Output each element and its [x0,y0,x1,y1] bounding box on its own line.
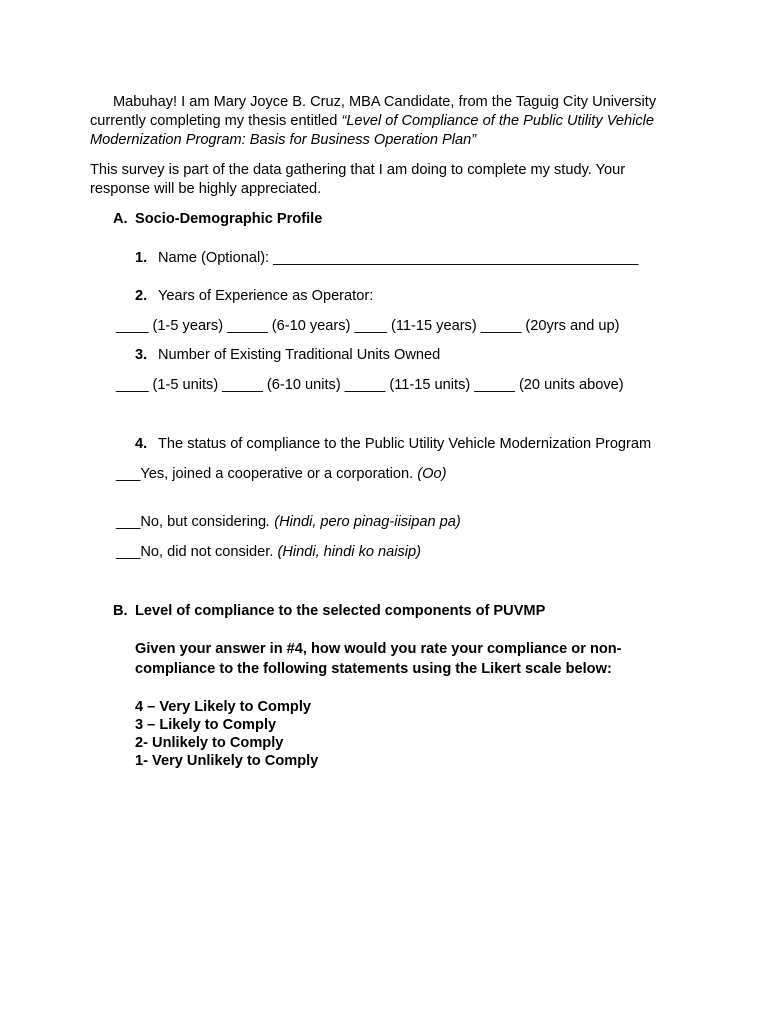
question-4 [135,435,651,454]
experience-options: ____ (1-5 years) _____ (6-10 years) ____ (11-15 years) _____ (20yrs and up) [116,318,620,334]
option-considering-translation: . (Hindi, pero pinag-iisipan pa) [266,514,461,530]
likert-scale-3: 3 – Likely to Comply [135,717,277,733]
section-a-title: Socio-Demographic Profile [135,211,323,227]
option-considering-text: ___No, but considering [116,514,267,530]
question-2-text: Years of Experience as Operator: [158,288,374,304]
section-b-heading [113,602,545,621]
question-2-number: 2. [135,288,148,304]
intro-line-1: Mabuhay! I am Mary Joyce B. Cruz, MBA Candidate, from the Taguig City University [113,94,657,110]
likert-scale-1: 1- Very Unlikely to Comply [135,753,319,769]
likert-instruction-line-1: Given your answer in #4, how would you rate your compliance or non- [135,641,622,657]
thesis-title-part-1: “Level of Compliance of the Public Utility Vehicle [341,113,655,129]
question-1-number: 1. [135,250,148,266]
section-a-letter: A. [113,211,128,227]
section-a-heading [113,210,322,229]
likert-scale-4: 4 – Very Likely to Comply [135,699,312,715]
question-4-text: The status of compliance to the Public Utility Vehicle Modernization Program [158,436,652,452]
section-b-title: Level of compliance to the selected components of PUVMP [135,603,546,619]
option-yes-translation: (Oo) [417,466,447,482]
question-3-text: Number of Existing Traditional Units Owned [158,347,441,363]
likert-instruction-line-2: compliance to the following statements using the Likert scale below: [135,661,612,677]
intro-line-2-text: currently completing my thesis entitled [90,113,342,129]
question-4-number: 4. [135,436,148,452]
option-not-consider-translation: (Hindi, hindi ko naisip) [277,544,422,560]
option-not-consider-text: ___No, did not consider. [116,544,278,560]
question-1 [135,249,638,268]
thesis-title-part-2: Modernization Program: Basis for Business Operation Plan” [90,132,477,148]
question-2 [135,287,373,306]
option-yes-text: ___Yes, joined a cooperative or a corporation. [116,466,418,482]
likert-scale-2: 2- Unlikely to Comply [135,735,284,751]
section-b-letter: B. [113,603,128,619]
compliance-option-considering [116,513,461,532]
compliance-option-not-consider [116,543,421,562]
units-options: ____ (1-5 units) _____ (6-10 units) _____ (11-15 units) _____ (20 units above) [116,377,624,393]
survey-note-line-2: response will be highly appreciated. [90,181,322,197]
compliance-option-yes [116,465,446,484]
survey-note-line-1: This survey is part of the data gathering that I am doing to complete my study. Your [90,162,626,178]
name-field: Name (Optional): _____________________________________________ [158,250,639,266]
question-3-number: 3. [135,347,148,363]
question-3 [135,346,440,365]
intro-line-2 [90,112,654,131]
